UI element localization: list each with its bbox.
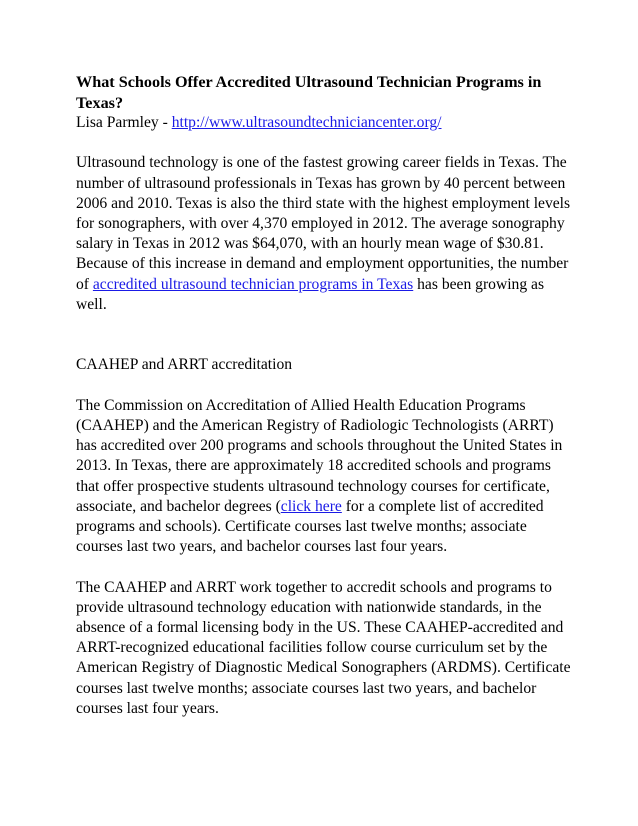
source-link[interactable]: http://www.ultrasoundtechniciancenter.org/ bbox=[171, 114, 442, 131]
intro-text: Ultrasound technology is one of the fastest growing career fields in Texas. The number of ultrasound professionals in Texas has grown by 40 percent between 2006 and 2010. Texas is also the third state with the highest employment levels for sonographers, with over 4,370 employed in 2012. The average sonography salary in Texas in 2012 was $64,070, with an hourly mean wage of $30.81. Because of this increase in demand and employment opportunities, the number of bbox=[76, 154, 571, 293]
spacer bbox=[76, 557, 576, 577]
click-here-link[interactable]: click here bbox=[280, 497, 342, 515]
document-title: What Schools Offer Accredited Ultrasound Technician Programs in Texas? bbox=[76, 73, 542, 112]
spacer bbox=[76, 315, 576, 355]
accreditation-paragraph bbox=[76, 396, 576, 558]
spacer bbox=[76, 376, 576, 396]
intro-text-end: has been growing as well. bbox=[76, 275, 545, 313]
accredited-programs-link[interactable]: accredited ultrasound technician programs in Texas bbox=[92, 275, 414, 293]
accreditation-text-end: for a complete list of accredited programs and schools). Certificate courses last twelve months; associate courses last two years, and bachelor courses last four years. bbox=[76, 497, 544, 556]
accreditation-text: The Commission on Accreditation of Allied Health Education Programs (CAAHEP) and the American Registry of Radiologic Technologists (ARRT) has accredited over 200 programs and schools throughout the United States in 2013. In Texas, there are approximately 18 accredited schools and programs that offer prospective students ultrasound technology courses for certificate, associate, and bachelor degrees ( bbox=[76, 396, 563, 515]
section-heading: CAAHEP and ARRT accreditation bbox=[76, 356, 293, 374]
spacer bbox=[76, 133, 576, 153]
author-name: Lisa Parmley - bbox=[76, 114, 172, 131]
document-page bbox=[76, 72, 576, 719]
standards-paragraph: The CAAHEP and ARRT work together to accredit schools and programs to provide ultrasound technology education with nationwide standards, in the absence of a formal licensing body in the US. These CAAHEP-accredited and ARRT-recognized educational facilities follow course curriculum set by the American Registry of Diagnostic Medical Sonographers (ARDMS). Certificate courses last twelve months; associate courses last two years, and bachelor courses last four years. bbox=[76, 578, 571, 717]
intro-paragraph bbox=[76, 153, 576, 315]
byline bbox=[76, 113, 576, 133]
